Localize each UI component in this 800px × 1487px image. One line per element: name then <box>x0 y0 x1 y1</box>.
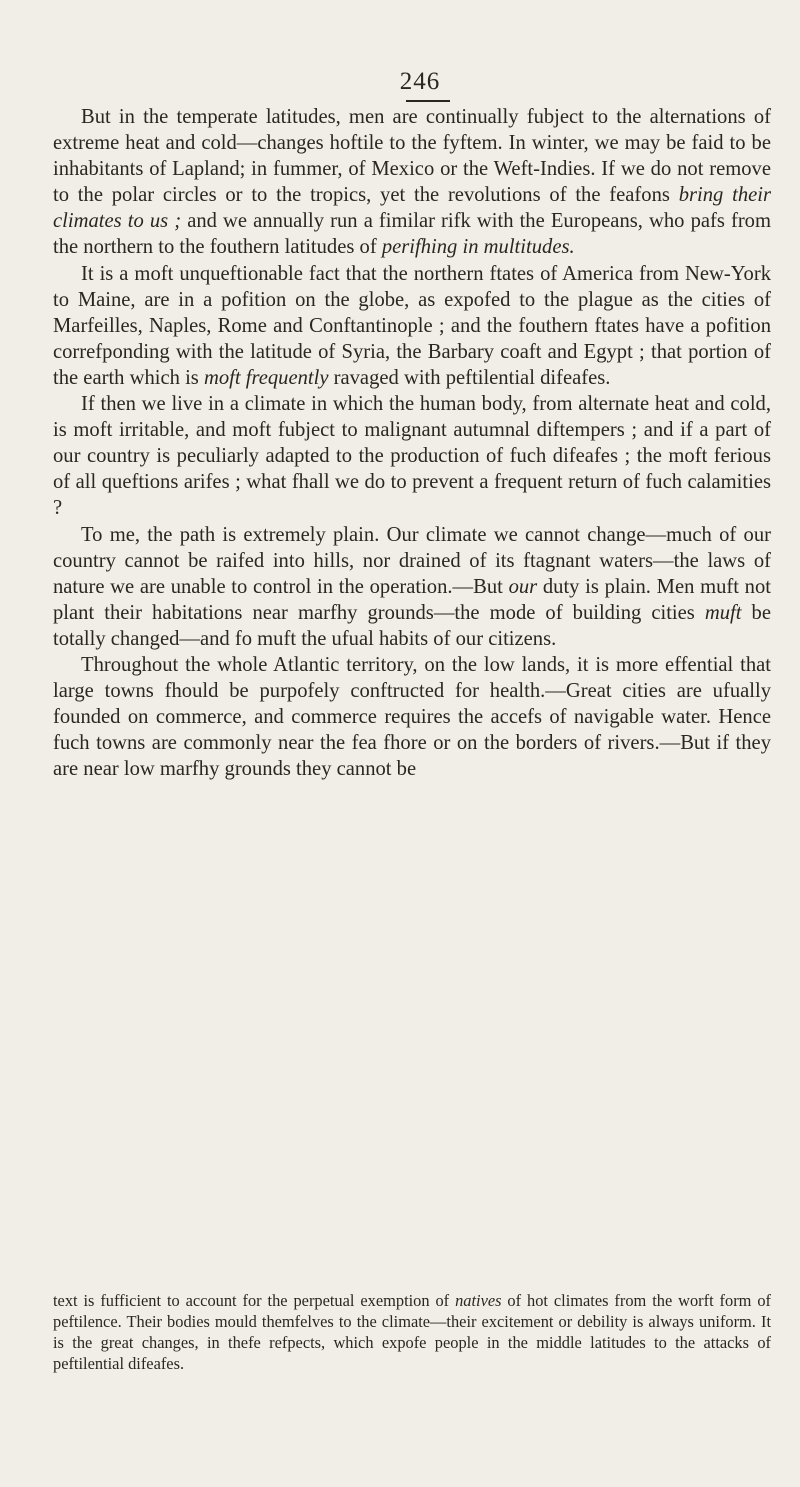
paragraph: To me, the path is extremely plain. Our climate we cannot change—much of our country cannot be raifed into hills, nor drained of its ftagnant waters—the laws of nature we are unable to control in the operation.—But our duty is plain. Men muft not plant their habitations near marfhy grounds—the mode of building cities muft be totally changed—and fo muft the ufual habits of our citizens. <box>53 523 771 650</box>
paragraph: Throughout the whole Atlantic territory, on the low lands, it is more effential that large towns fhould be purpofely conftructed for health.—Great cities are ufually founded on commerce, and commerce requires the accefs of navigable water. Hence fuch towns are commonly near the fea fhore or on the borders of rivers.—But if they are near low marfhy grounds they cannot be <box>53 653 771 781</box>
paragraph: But in the temperate latitudes, men are continually fubject to the alternations of extreme heat and cold—changes hoftile to the fyftem. In winter, we may be faid to be inhabitants of Lapland; in fummer, of Mexico or the Weft-Indies. If we do not remove to the polar circles or to the tropics, yet the revolutions of the feafons bring their climates to us ; and we annually run a fimilar rifk with the Europeans, who pafs from the northern to the fouthern latitudes of perifhing in multitudes. <box>53 106 771 259</box>
paragraph: If then we live in a climate in which the human body, from alternate heat and cold, is moft irritable, and moft fubject to malignant autumnal diftempers ; and if a part of our country is peculiarly adapted to the production of fuch difeafes ; the moft ferious of all queftions arifes ; what fhall we do to prevent a frequent return of fuch calamities ? <box>53 393 771 520</box>
footnote <box>53 1290 771 1374</box>
header-rule <box>406 100 450 102</box>
page-number: 246 <box>399 68 441 95</box>
paragraph: It is a moft unqueftionable fact that the northern ftates of America from New-York to Maine, are in a pofition on the globe, as expofed to the plague as the cities of Marfeilles, Naples, Rome and Conftantinople ; and the fouthern ftates have a pofition correfponding with the latitude of Syria, the Barbary coaft and Egypt ; that portion of the earth which is moft frequently ravaged with peftilential difeafes. <box>53 262 771 389</box>
footnote-text: text is fufficient to account for the perpetual exemption of natives of hot climates from the worft form of peftilence. Their bodies mould themfelves to the climate—their excitement or debility is always uniform. It is the great changes, in thefe refpects, which expofe people in the middle latitudes to the attacks of peftilential difeafes. <box>53 1291 771 1373</box>
main-text <box>53 104 771 782</box>
